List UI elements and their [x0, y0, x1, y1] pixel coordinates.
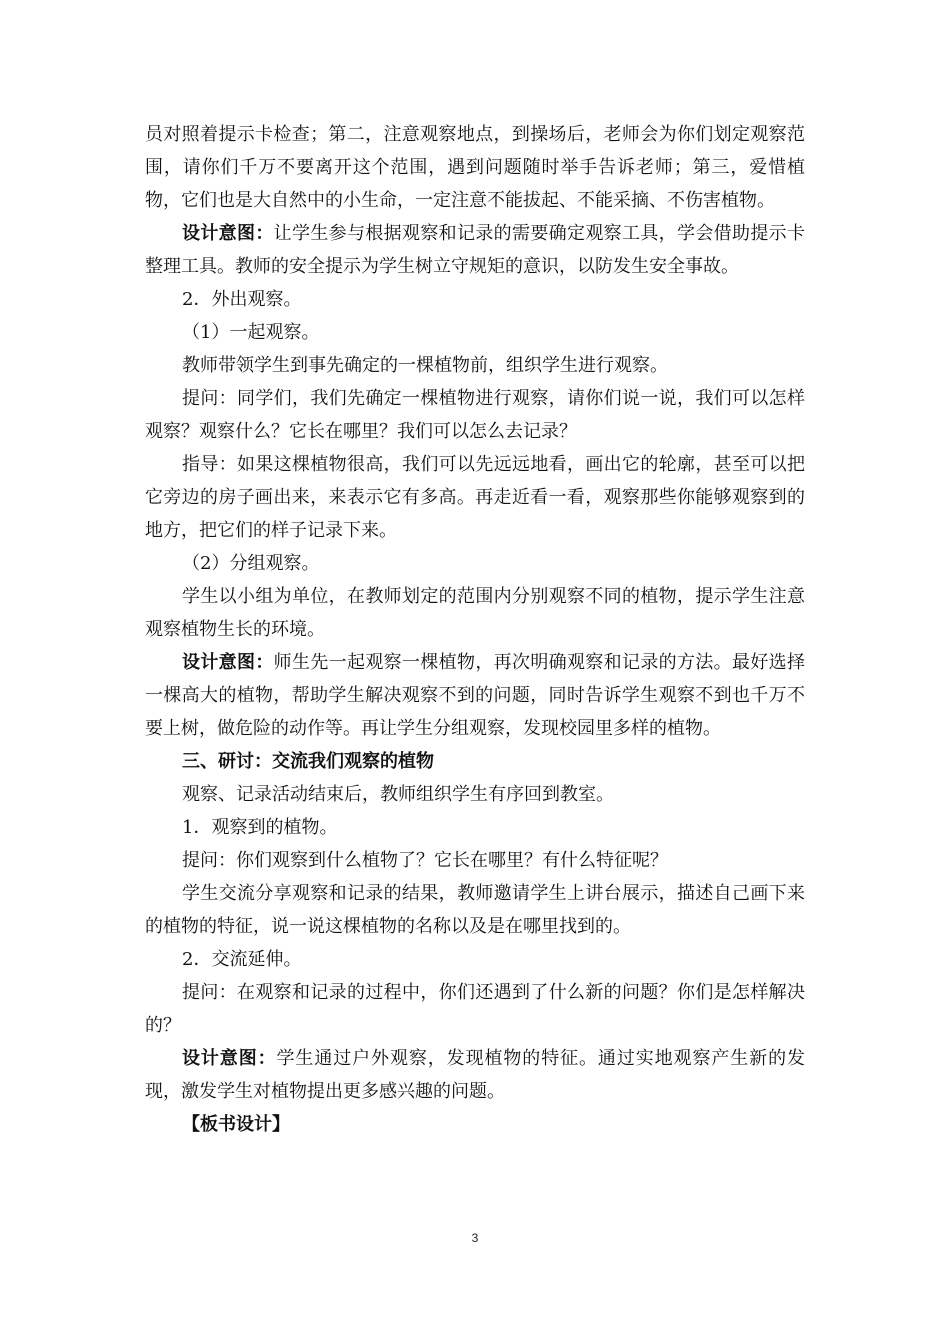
design-intent-label: 设计意图：: [182, 652, 274, 673]
design-intent-text: 学生通过户外观察，发现植物的特征。通过实地观察产生新的发现，激发学生对植物提出更多感兴趣的问题。: [145, 1048, 805, 1102]
paragraph-guidance: [145, 448, 805, 547]
paragraph-text: （2）分组观察。: [182, 553, 320, 574]
paragraph-question: [145, 382, 805, 448]
design-intent-text: 师生先一起观察一棵植物，再次明确观察和记录的方法。最好选择一棵高大的植物，帮助学生解决观察不到的问题，同时告诉学生观察不到也千万不要上树，做危险的动作等。再让学生分组观察，发现校园里多样的植物。: [145, 652, 806, 739]
heading-text: 三、研讨：交流我们观察的植物: [182, 751, 434, 772]
heading-text: 【板书设计】: [182, 1114, 290, 1135]
design-intent-label: 设计意图：: [182, 223, 274, 244]
paragraph-text: 提问：在观察和记录的过程中，你们还遇到了什么新的问题？你们是怎样解决的？: [145, 982, 805, 1036]
substep-observe-together: [145, 316, 805, 349]
document-body: [145, 118, 805, 1141]
step-observed-plants: [145, 811, 805, 844]
paragraph-text: 观察、记录活动结束后，教师组织学生有序回到教室。: [182, 784, 614, 805]
page-number: 3: [471, 1231, 479, 1245]
paragraph-text: 学生以小组为单位，在教师划定的范围内分别观察不同的植物，提示学生注意观察植物生长的环境。: [145, 586, 805, 640]
paragraph-safety-rules: [145, 118, 805, 217]
paragraph-text: （1）一起观察。: [182, 322, 320, 343]
paragraph-return-classroom: [145, 778, 805, 811]
design-intent-tools: [145, 217, 805, 283]
paragraph-text: 教师带领学生到事先确定的一棵植物前，组织学生进行观察。: [182, 355, 668, 376]
step-outdoor-observation: [145, 283, 805, 316]
paragraph-question-plants: [145, 844, 805, 877]
section-heading-discussion: [145, 745, 805, 778]
paragraph-group-work: [145, 580, 805, 646]
design-intent-label: 设计意图：: [182, 1048, 277, 1069]
substep-group-observation: [145, 547, 805, 580]
paragraph-text: 2．外出观察。: [182, 289, 302, 310]
design-intent-text: 让学生参与根据观察和记录的需要确定观察工具，学会借助提示卡整理工具。教师的安全提示为学生树立守规矩的意识，以防发生安全事故。: [145, 223, 806, 277]
section-heading-board-design: [145, 1108, 805, 1141]
paragraph-text: 学生交流分享观察和记录的结果，教师邀请学生上讲台展示，描述自己画下来的植物的特征，说一说这棵植物的名称以及是在哪里找到的。: [145, 883, 805, 937]
paragraph-text: 指导：如果这棵植物很高，我们可以先远远地看，画出它的轮廓，甚至可以把它旁边的房子画出来，来表示它有多高。再走近看一看，观察那些你能够观察到的地方，把它们的样子记录下来。: [145, 454, 805, 541]
paragraph-teacher-leads: [145, 349, 805, 382]
paragraph-text: 2．交流延伸。: [182, 949, 302, 970]
paragraph-question-new-problems: [145, 976, 805, 1042]
design-intent-discussion: [145, 1042, 805, 1108]
step-extension: [145, 943, 805, 976]
paragraph-text: 1．观察到的植物。: [182, 817, 338, 838]
paragraph-text: 提问：你们观察到什么植物了？它长在哪里？有什么特征呢？: [182, 850, 668, 871]
paragraph-sharing: [145, 877, 805, 943]
paragraph-text: 员对照着提示卡检查；第二，注意观察地点，到操场后，老师会为你们划定观察范围，请你们千万不要离开这个范围，遇到问题随时举手告诉老师；第三，爱惜植物，它们也是大自然中的小生命，一定注意不能拔起、不能采摘、不伤害植物。: [145, 124, 805, 211]
paragraph-text: 提问：同学们，我们先确定一棵植物进行观察，请你们说一说，我们可以怎样观察？观察什么？它长在哪里？我们可以怎么去记录？: [145, 388, 805, 442]
design-intent-observation: [145, 646, 805, 745]
